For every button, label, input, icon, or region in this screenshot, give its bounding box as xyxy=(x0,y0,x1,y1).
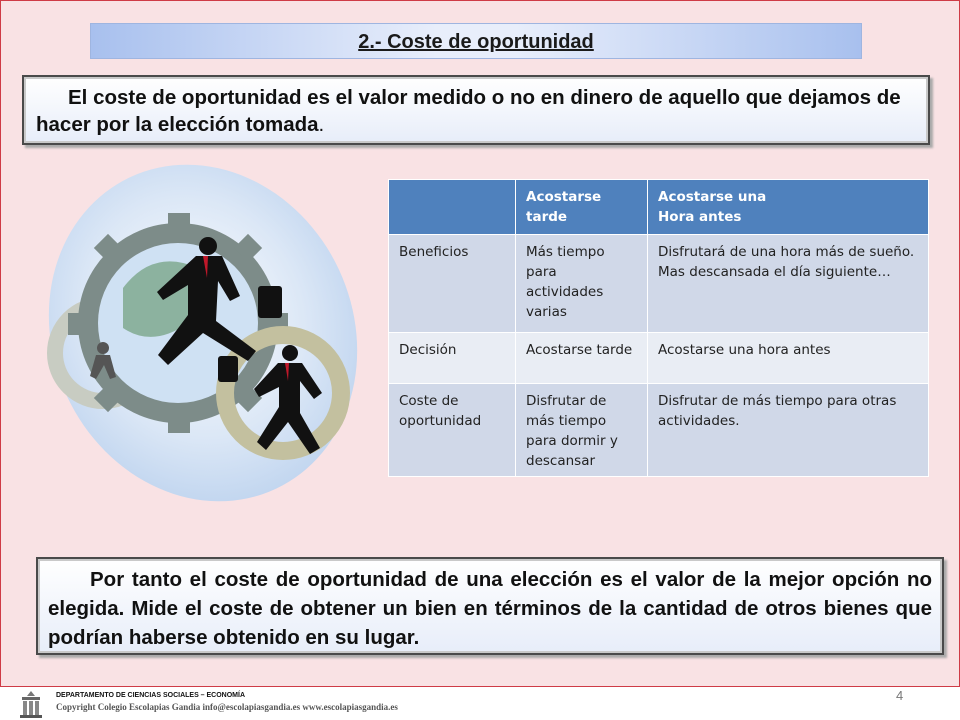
definition-callout xyxy=(22,75,930,145)
table-cell: Beneficios xyxy=(389,235,516,333)
school-crest-icon xyxy=(16,689,46,719)
slide-title: 2.- Coste de oportunidad xyxy=(358,31,594,53)
page-number: 4 xyxy=(896,688,904,703)
table-row xyxy=(389,384,929,477)
table-cell: Acostarse tarde xyxy=(516,333,648,384)
definition-text: El coste de oportunidad es el valor medido o no en dinero de aquello que dejamos de hacer por la elección tomada xyxy=(36,86,901,136)
table-header-cell xyxy=(389,180,516,235)
header-line: Hora antes xyxy=(658,209,742,225)
slide-footer xyxy=(0,687,960,720)
table-cell: Disfrutar de más tiempo para dormir y descansar xyxy=(516,384,648,477)
definition-period: . xyxy=(318,113,325,136)
header-line: Acostarse una xyxy=(658,189,767,205)
conclusion-text: Por tanto el coste de oportunidad de una elección es el valor de la mejor opción no elegida. Mide el coste de obtener un bien en términos de la cantidad de otros bienes que podrían haberse obtenido en su lugar. xyxy=(48,568,932,649)
table-header-row xyxy=(389,180,929,235)
table-cell: Decisión xyxy=(389,333,516,384)
table-cell: Acostarse una hora antes xyxy=(648,333,929,384)
table-row xyxy=(389,235,929,333)
table-header-cell: Acostarse tarde xyxy=(516,180,648,235)
table-header-cell xyxy=(648,180,929,235)
businessmen-running-through-gears-icon xyxy=(28,158,368,503)
table-cell xyxy=(648,235,929,333)
opportunity-cost-table xyxy=(388,179,929,477)
table-row xyxy=(389,333,929,384)
department-label: DEPARTAMENTO DE CIENCIAS SOCIALES – ECONOMÍA xyxy=(56,692,246,699)
cell-line: Mas descansada el día siguiente… xyxy=(658,264,891,280)
conclusion-callout xyxy=(36,557,944,655)
table-cell: Disfrutar de más tiempo para otras actividades. xyxy=(648,384,929,477)
copyright-text: Copyright Colegio Escolapias Gandia info@escolapiasgandia.es www.escolapiasgandia.es xyxy=(56,702,398,712)
table-cell: Coste de oportunidad xyxy=(389,384,516,477)
slide-title-bar xyxy=(90,23,862,59)
table-cell: Más tiempo para actividades varias xyxy=(516,235,648,333)
cell-line: Disfrutará de una hora más de sueño. xyxy=(658,244,915,260)
